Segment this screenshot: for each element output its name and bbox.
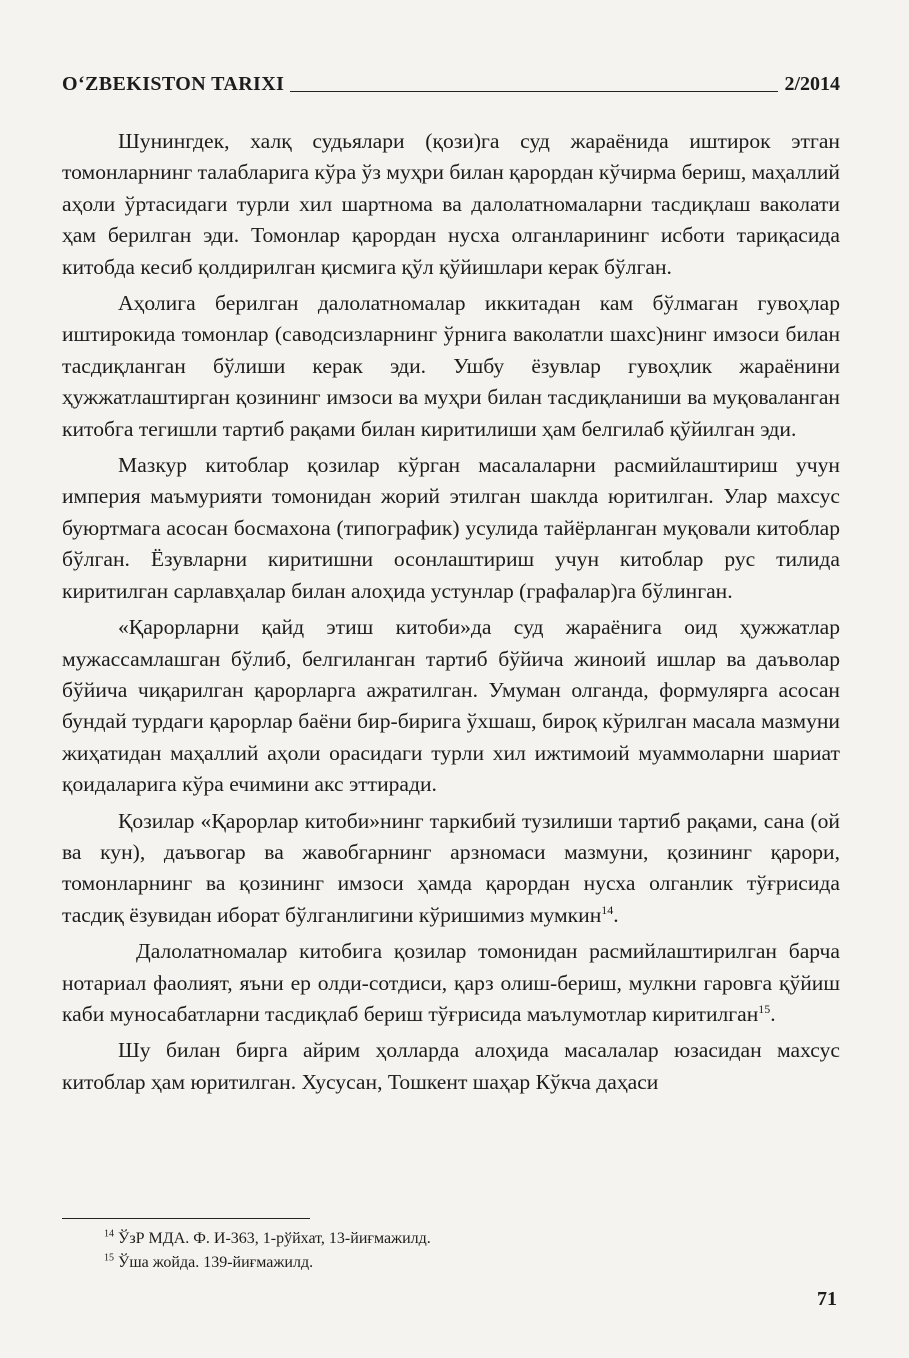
header-rule bbox=[290, 91, 778, 92]
journal-title: O‘ZBEKISTON TARIXI bbox=[62, 73, 285, 95]
page-number: 71 bbox=[817, 1288, 837, 1310]
footnote-ref[interactable]: 15 bbox=[758, 1001, 771, 1016]
paragraph: «Қарорларни қайд этиш китоби»да суд жараёнига оид ҳужжатлар мужассамлашган бўлиб, белгиланган тартиб бўйича жиноий ишлар ва даъволар бўйича чиқарилган қарорларга ажратилган. Умуман олганда, формулярга асосан бундай турдаги қарорлар баёни бир-бирига ўхшаш, бироқ кўрилган масала мазмуни жиҳатидан маҳаллий аҳоли орасидаги турли хил ижтимоий муаммоларни шариат қоидаларига кўра ечимини акс эттиради. bbox=[62, 615, 840, 797]
paragraph: Шу билан бирга айрим ҳолларда алоҳида масалалар юзасидан махсус китоблар ҳам юритилган. Хусусан, Тошкент шаҳар Кўкча даҳаси bbox=[62, 1038, 840, 1094]
footnote-number: 14 bbox=[104, 1228, 114, 1240]
paragraph: Далолатномалар китобига қозилар томонидан расмийлаштирилган барча нотариал фаолият, яъни ер олди-сотдиси, қарз олиш-бериш, мулкни гаровга қўйиш каби муносабатларни тасдиқлаб бериш тўғрисида маълумотлар киритилган$^{15}$. bbox=[62, 939, 840, 1026]
footnotes bbox=[104, 1227, 824, 1275]
issue-number: 2/2014 bbox=[784, 73, 840, 95]
footnote-ref[interactable]: 14 bbox=[601, 902, 614, 917]
running-header bbox=[62, 70, 840, 96]
footnote-separator bbox=[62, 1218, 310, 1219]
body-text bbox=[62, 126, 840, 1098]
paragraph: Аҳолига берилган далолатномалар иккитадан кам бўлмаган гувоҳлар иштирокида томонлар (саводсизларнинг ўрнига ваколатли шахс)нинг имзоси билан тасдиқланган бўлиши керак эди. Ушбу ёзувлар гувоҳлик жараёнини ҳужжатлаштирган қозининг имзоси ва муҳри билан тасдиқланиши ва муқоваланган китобга тегишли тартиб рақами билан киритилиши ҳам белгилаб қўйилган эди. bbox=[62, 291, 840, 441]
paragraph: Қозилар «Қарорлар китоби»нинг таркибий тузилиши тартиб рақами, сана (ой ва кун), даъвогар ва жавобгарнинг арзномаси мазмуни, қозининг қарори, томонларнинг ва қозининг имзоси ҳамда қарордан нусха олганлик тўғрисида тасдиқ ёзувидан иборат бўлганлигини кўришимиз мумкин$^{14}$. bbox=[62, 808, 840, 927]
footnote-number: 15 bbox=[104, 1252, 114, 1264]
paragraph: Мазкур китоблар қозилар кўрган масалаларни расмийлаштириш учун империя маъмурияти томонидан жорий этилган шаклда юритилган. Улар махсус буюртмага асосан босмахона (типографик) усулида тайёрланган муқовали китоблар бўлган. Ёзувларни киритишни осонлаштириш учун китоблар рус тилида киритилган сарлавҳалар билан алоҳида устунлар (графалар)га бўлинган. bbox=[62, 453, 840, 603]
footnote-text: Ўша жойда. 139-йиғмажилд. bbox=[118, 1254, 314, 1271]
footnote-text: ЎзР МДА. Ф. И-363, 1-рўйхат, 13-йиғмажилд. bbox=[118, 1230, 431, 1247]
paragraph: Шунингдек, халқ судьялари (қози)га суд жараёнида иштирок этган томонларнинг талабларига кўра ўз муҳри билан қарордан кўчирма бериш, маҳаллий аҳоли ўртасидаги турли хил шартнома ва далолатномаларни тасдиқлаш ваколати ҳам берилган эди. Томонлар қарордан нусха олганларининг исботи тариқасида китобда кесиб қолдирилган қисмига қўл қўйишлари керак бўлган. bbox=[62, 129, 840, 279]
footnote bbox=[104, 1251, 824, 1275]
footnote bbox=[104, 1227, 824, 1251]
